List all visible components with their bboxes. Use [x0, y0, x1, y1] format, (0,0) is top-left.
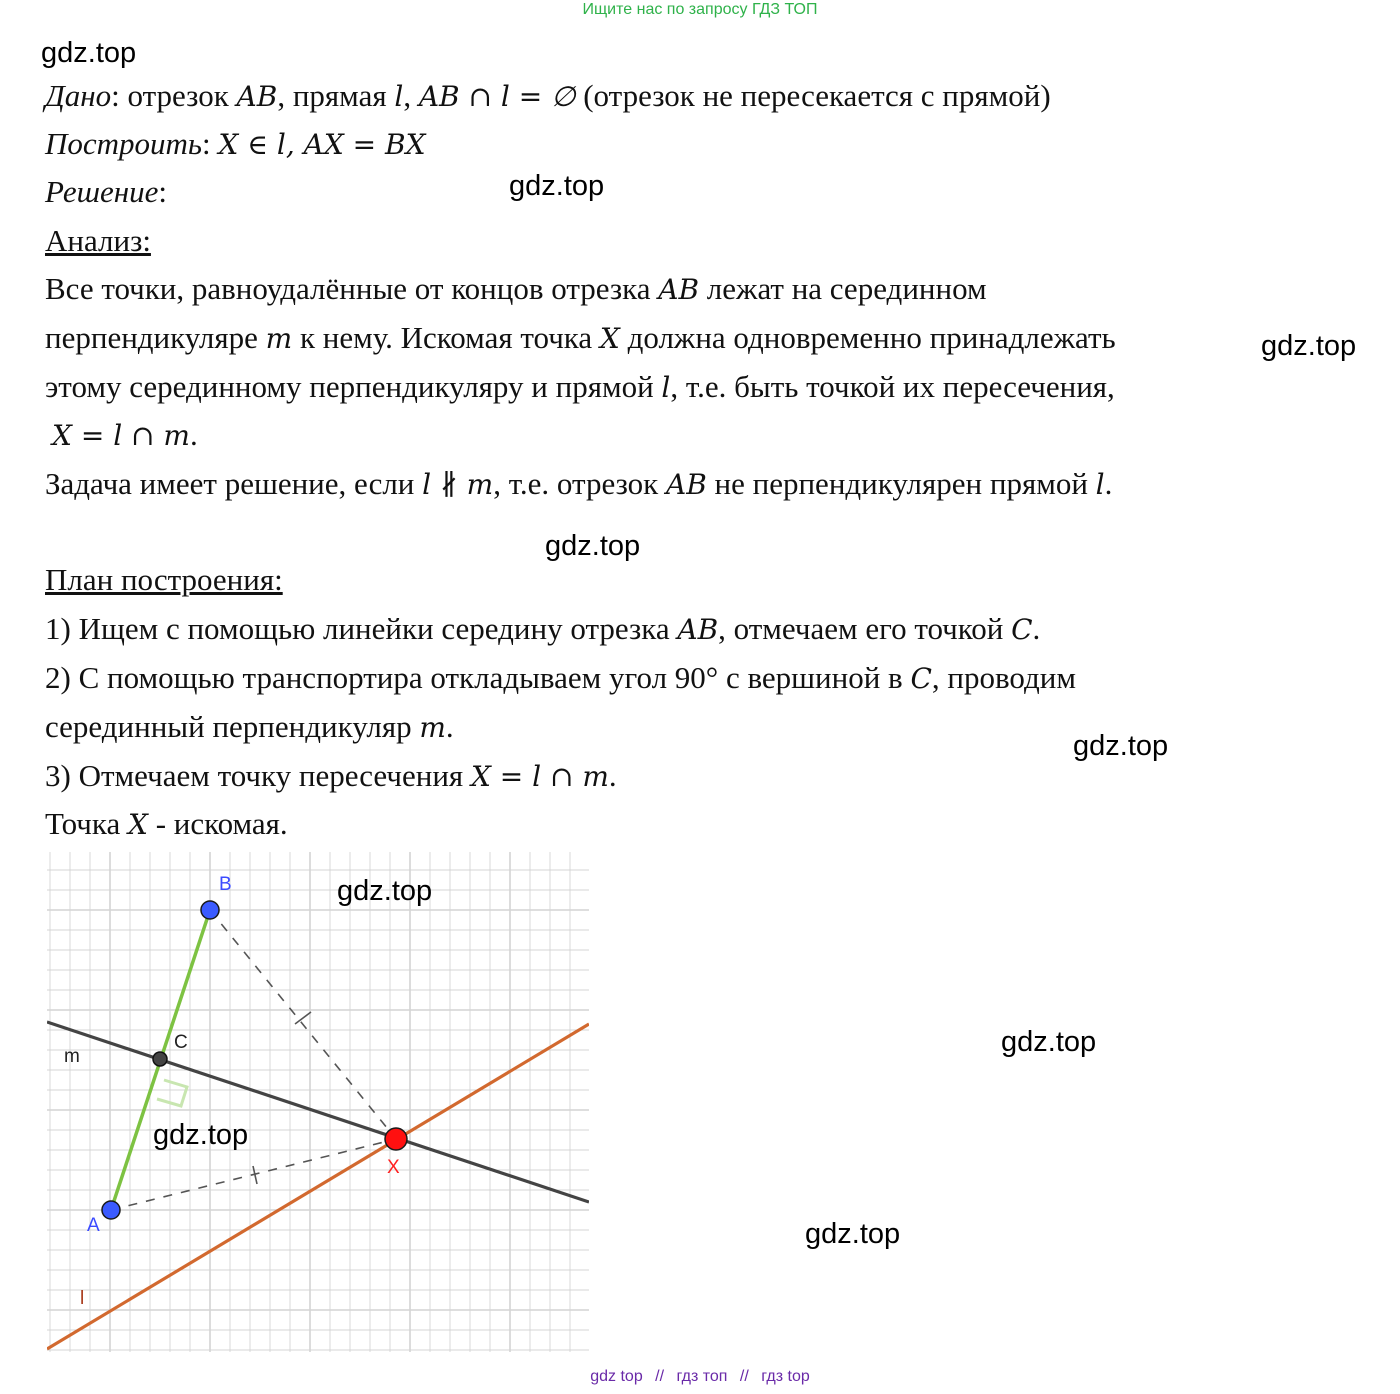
watermark-7: gdz.top: [1001, 1026, 1097, 1058]
analysis-l3-text-2: , т.е. быть точкой их пересечения,: [670, 369, 1115, 404]
plan-s2-text-1: 2) С помощью транспортира откладываем угол 90° с вершиной в: [45, 660, 911, 695]
analysis-l2-var-2: X: [599, 322, 620, 355]
bottom-separator-1: //: [655, 1368, 665, 1385]
given-line: [45, 78, 1051, 115]
top-banner[interactable]: Ищите нас по запросу ГДЗ ТОП: [582, 1, 818, 18]
plan-step-1: [45, 611, 1040, 648]
analysis-line-1: [45, 271, 987, 308]
analysis-l3-text-1: этому серединному перпендикуляру и прямой: [45, 369, 662, 404]
label-b: B: [219, 874, 232, 895]
point-c: [153, 1052, 167, 1066]
plan-conclusion: [45, 806, 288, 843]
analysis-l4-text-1: .: [189, 417, 198, 452]
label-l: l: [80, 1288, 85, 1309]
analysis-l2-var-1: m: [265, 322, 293, 355]
given-label: Дано: [45, 78, 112, 113]
analysis-l4-var-1: X = l ∩ m: [52, 419, 190, 452]
analysis-line-3: [45, 369, 1115, 406]
plan-heading: План построения:: [45, 562, 283, 597]
plan-s4-var-1: X = l ∩ m: [470, 760, 609, 793]
analysis-l5-var-3: l: [1095, 468, 1105, 501]
plan-s4-text-1: 3) Отмечаем точку пересечения: [45, 758, 471, 793]
analysis-line-4: [52, 417, 198, 454]
construction-figure: [47, 852, 589, 1352]
plan-s1-var-2: C: [1011, 613, 1033, 646]
watermark-9: gdz.top: [805, 1218, 901, 1250]
label-c: C: [174, 1032, 188, 1053]
point-x: [385, 1128, 407, 1150]
plan-s2-text-2: , проводим: [931, 660, 1076, 695]
analysis-l5-var-2: AB: [665, 468, 707, 501]
plan-s3-text-2: .: [445, 709, 454, 744]
solution-colon: :: [158, 174, 167, 209]
plan-step-2-cont: [45, 709, 454, 746]
watermark-1: gdz.top: [41, 37, 137, 69]
bottom-link-1[interactable]: gdz top: [590, 1368, 643, 1385]
plan-s1-text-3: .: [1032, 611, 1041, 646]
label-a: A: [87, 1215, 100, 1236]
given-text-3: ,: [403, 78, 419, 113]
analysis-heading: Анализ:: [45, 223, 151, 258]
dashed-bx: [210, 910, 396, 1139]
construct-text-1: :: [202, 126, 219, 161]
label-m: m: [64, 1046, 80, 1067]
watermark-8: gdz.top: [153, 1119, 249, 1151]
analysis-l3-var-1: l: [661, 371, 671, 404]
grid: [47, 852, 589, 1352]
analysis-l1-text-2: лежат на серединном: [699, 271, 987, 306]
given-text-1: : отрезок: [111, 78, 237, 113]
given-var-2: l: [394, 80, 404, 113]
line-l: [47, 1024, 589, 1349]
solution-line: [45, 174, 167, 210]
watermark-5: gdz.top: [1073, 730, 1169, 762]
bottom-link-2[interactable]: гдз топ: [676, 1368, 728, 1385]
bottom-link-3[interactable]: гдз top: [761, 1368, 810, 1385]
analysis-l5-text-3: не перпендикулярен прямой: [706, 466, 1096, 501]
plan-s3-text-1: серединный перпендикуляр: [45, 709, 420, 744]
analysis-l2-text-3: должна одновременно принадлежать: [619, 320, 1116, 355]
analysis-l5-text-2: , т.е. отрезок: [493, 466, 666, 501]
bottom-links: [0, 1368, 1400, 1386]
solution-label: Решение: [45, 174, 159, 209]
construct-var-1: X ∈ l, AX = BX: [218, 128, 426, 161]
watermark-2: gdz.top: [509, 170, 605, 202]
given-text-4: (отрезок не пересекается с прямой): [575, 78, 1051, 113]
point-b: [201, 901, 219, 919]
construct-label: Построить: [45, 126, 203, 161]
plan-step-2: [45, 660, 1076, 697]
plan-s1-var-1: AB: [677, 613, 719, 646]
plan-s2-var-1: C: [910, 662, 932, 695]
plan-s5-text-2: - искомая.: [147, 806, 288, 841]
analysis-line-5: [45, 466, 1112, 503]
label-x: X: [387, 1157, 400, 1178]
bottom-separator-2: //: [739, 1368, 749, 1385]
plan-s5-var-1: X: [128, 808, 148, 841]
plan-s1-text-1: 1) Ищем с помощью линейки середину отрезка: [45, 611, 678, 646]
analysis-l1-var-1: AB: [658, 273, 700, 306]
plan-s4-text-2: .: [608, 758, 617, 793]
construct-line: [45, 126, 426, 163]
given-text-2: , прямая: [277, 78, 395, 113]
watermark-3: gdz.top: [1261, 330, 1357, 362]
given-var-1: AB: [236, 80, 278, 113]
plan-step-3: [45, 758, 617, 795]
tick-bx: [295, 1012, 311, 1024]
watermark-6: gdz.top: [337, 875, 433, 907]
line-m: [47, 1022, 589, 1202]
plan-s3-var-1: m: [419, 711, 446, 744]
plan-s1-text-2: , отмечаем его точкой: [718, 611, 1012, 646]
plan-s5-text-1: Точка: [45, 806, 128, 841]
analysis-l5-var-1: l ∦ m: [422, 468, 494, 501]
watermark-4: gdz.top: [545, 530, 641, 562]
analysis-l2-text-2: к нему. Искомая точка: [292, 320, 600, 355]
right-angle-marker: [157, 1080, 187, 1106]
analysis-l5-text-4: .: [1104, 466, 1113, 501]
given-var-3: AB ∩ l = ∅: [418, 80, 576, 113]
point-a: [102, 1201, 120, 1219]
analysis-l2-text-1: перпендикуляре: [45, 320, 266, 355]
analysis-l1-text-1: Все точки, равноудалённые от концов отрезка: [45, 271, 659, 306]
analysis-line-2: [45, 320, 1116, 357]
analysis-l5-text-1: Задача имеет решение, если: [45, 466, 423, 501]
